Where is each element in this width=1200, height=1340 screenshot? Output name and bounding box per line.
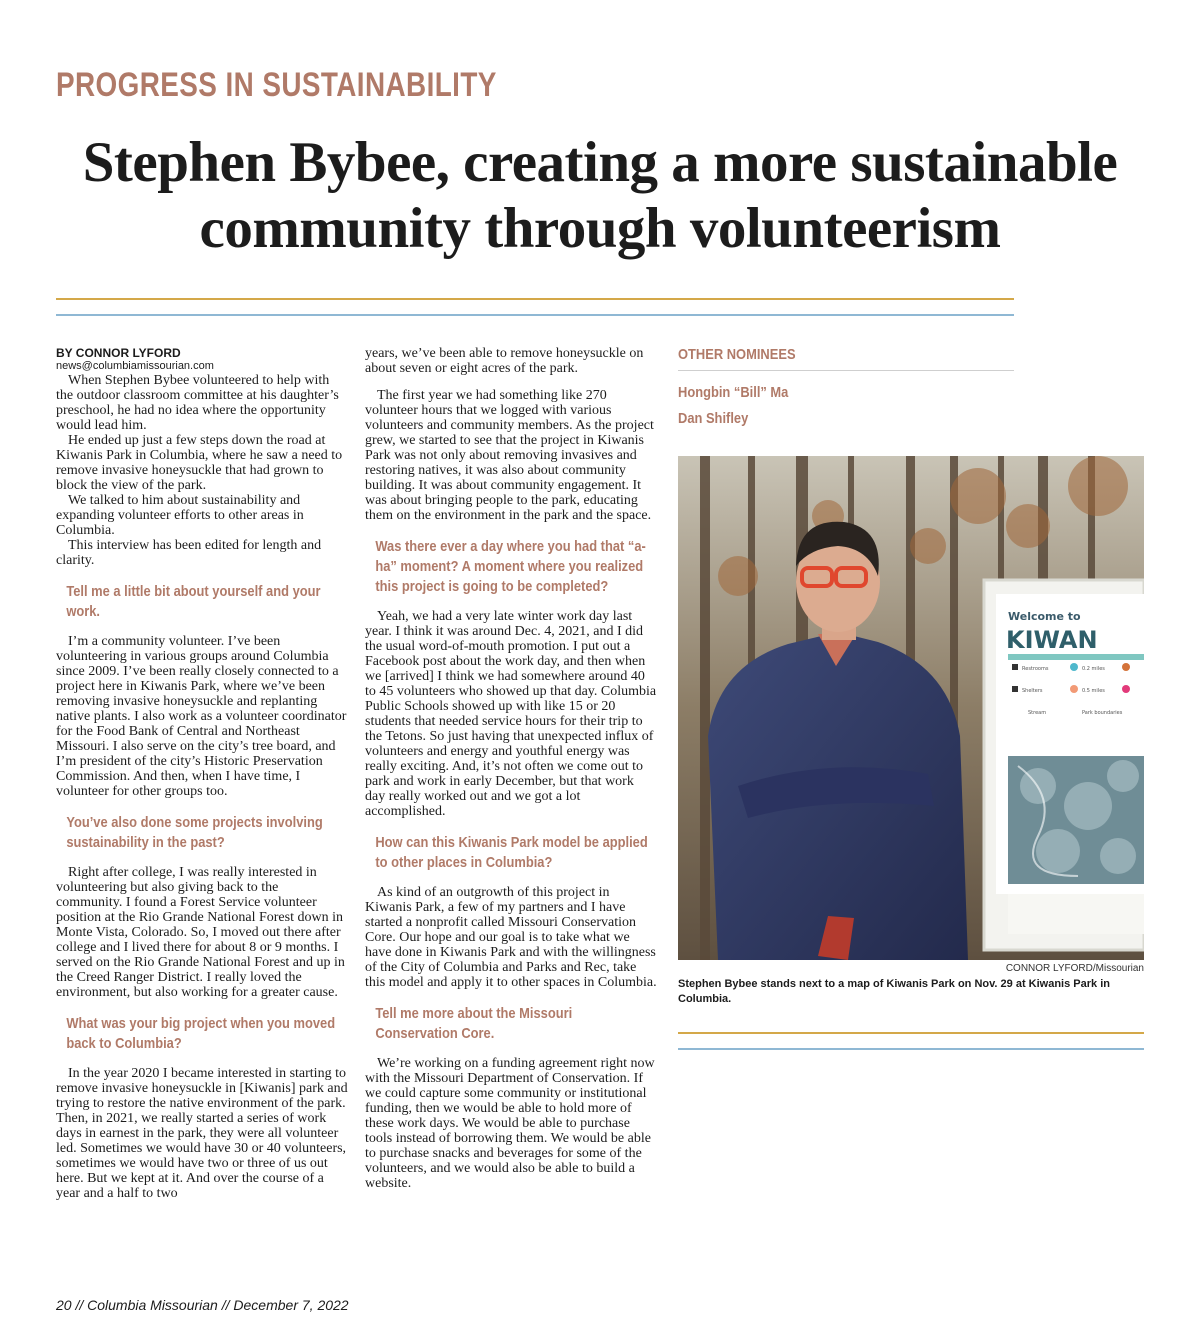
paragraph: This interview has been edited for length and clarity.: [56, 538, 322, 568]
sidebar-rule: [678, 370, 1014, 371]
question-text: Tell me a little bit about yourself and your work.: [66, 583, 321, 620]
headline-line-2: community through volunteerism: [199, 197, 1001, 260]
legend-label: 0.5 miles: [1082, 688, 1105, 694]
page-footer: 20 // Columbia Missourian // December 7, 2022: [56, 1297, 349, 1313]
author-email[interactable]: news@columbiamissourian.com: [56, 360, 214, 372]
question-heading: [56, 1014, 347, 1054]
legend-label: Park boundaries: [1082, 710, 1123, 716]
question-heading: [365, 1004, 656, 1044]
divider-gold: [56, 298, 1014, 300]
article-column-1: [56, 346, 348, 1201]
paragraph: Yeah, we had a very late winter work day last year. I think it was around Dec. 4, 2021, and I did the usual word-of-mouth promotion. I put out a Facebook post about the work day, and then when we [arrived] I think we had somewhere around 40 to 45 volunteers who showed up that day. Columbia Public Schools showed up with like 15 or 20 students that needed service hours for their trip to the Tetons. So just having that unexpected influx of volunteers and energy and youthful energy was really exciting. And, it’s not often we come out to park and work in early December, but that work day really worked out and we got a lot accomplished.: [365, 609, 657, 819]
sign-title: Welcome to: [1008, 610, 1081, 623]
question-text: What was your big project when you moved back to Columbia?: [66, 1015, 336, 1052]
legend-label: Stream: [1028, 710, 1047, 716]
paragraph: When Stephen Bybee volunteered to help with the outdoor classroom committee at his daughter’s preschool, he had no idea where the opportunity would lead him.: [56, 373, 339, 433]
paragraph: years, we’ve been able to remove honeysuckle on about seven or eight acres of the park.: [365, 346, 644, 376]
question-text: You’ve also done some projects involving sustainability in the past?: [66, 814, 323, 851]
paragraph: We’re working on a funding agreement right now with the Missouri Department of Conservation. If we could capture some community or institutional funding, then we would be able to hold more of these work days. We would be able to purchase tools instead of borrowing them. We would be able to purchase snacks and beverages for some of the volunteers, and we would also be able to build a website.: [365, 1056, 655, 1191]
question-text: Tell me more about the Missouri Conservation Core.: [375, 1005, 573, 1042]
paragraph: As kind of an outgrowth of this project in Kiwanis Park, a few of my partners and I have started a nonprofit called Missouri Conservation Core. Our hope and our goal is to take what we have done in Kiwanis Park and with the willingness of the City of Columbia and Parks and Rec, take this model and apply it to other spaces in Columbia.: [365, 885, 657, 990]
nominee-name: Hongbin “Bill” Ma: [678, 384, 789, 401]
paragraph: In the year 2020 I became interested in starting to remove invasive honeysuckle in [Kiwanis] park and trying to restore the native environment of the park. Then, in 2021, we really started a series of work days in earnest in the park, they were all volunteer led. Sometimes we would have 30 or 40 volunteers, sometimes we would have two or three of us out here. But we kept at it. And over the course of a year and a half to two: [56, 1066, 348, 1201]
headline: [40, 130, 1160, 262]
article-photo: [678, 456, 1144, 960]
paragraph: The first year we had something like 270 volunteer hours that we logged with various volunteers and community members. As the project grew, we started to see that the project in Kiwanis Park was not only about removing invasives and restoring natives, it was also about community building. It was about community engagement. It was about bringing people to the park, educating them on the environment in the park and the space.: [365, 388, 654, 523]
question-heading: [56, 813, 347, 853]
byline: BY CONNOR LYFORD: [56, 346, 181, 360]
other-nominees-heading: OTHER NOMINEES: [678, 346, 796, 363]
legend-label: 0.2 miles: [1082, 666, 1105, 672]
question-heading: [365, 537, 656, 597]
paragraph: He ended up just a few steps down the road at Kiwanis Park in Columbia, where he saw a need to remove invasive honeysuckle that had grown to block the view of the park.: [56, 433, 343, 493]
article-column-2: [365, 346, 657, 1191]
photo-credit: CONNOR LYFORD/Missourian: [1005, 963, 1144, 974]
photo-illustration: [678, 456, 1144, 960]
sign-name: KIWAN: [1006, 626, 1098, 654]
question-text: Was there ever a day where you had that “a-ha” moment? A moment where you realized this project is going to be completed?: [375, 538, 646, 595]
question-text: How can this Kiwanis Park model be applied to other places in Columbia?: [375, 834, 648, 871]
sidebar-divider-gold: [678, 1032, 1144, 1034]
legend-label: Restrooms: [1022, 666, 1049, 672]
paragraph: Right after college, I was really interested in volunteering but also giving back to the community. I found a Forest Service volunteer position at the Rio Grande National Forest down in Monte Vista, Colorado. So, I moved out there after college and I lived there for about 8 or 9 months. I served on the Rio Grande National Forest and up in the Creed Ranger District. I really loved the environment, but also working for a greater cause.: [56, 865, 345, 1000]
divider-blue: [56, 314, 1014, 316]
legend-label: Shelters: [1022, 688, 1043, 694]
sidebar-divider-blue: [678, 1048, 1144, 1050]
nominee-name: Dan Shifley: [678, 410, 749, 427]
headline-line-1: Stephen Bybee, creating a more sustainable: [82, 131, 1118, 194]
paragraph: We talked to him about sustainability and expanding volunteer efforts to other areas in Columbia.: [56, 493, 304, 538]
paragraph: I’m a community volunteer. I’ve been volunteering in various groups around Columbia since 2009. I’ve been really closely connected to a project here in Kiwanis Park, where we’ve been removing invasive honeysuckle and replanting native plants. I also work as a volunteer coordinator for the Food Bank of Central and Northeast Missouri. I also serve on the city’s tree board, and I’m president of the city’s Historic Preservation Commission. And then, when I have time, I volunteer for other groups too.: [56, 634, 347, 799]
question-heading: [365, 833, 656, 873]
question-heading: [56, 582, 347, 622]
section-kicker: PROGRESS IN SUSTAINABILITY: [56, 66, 497, 104]
photo-caption: Stephen Bybee stands next to a map of Kiwanis Park on Nov. 29 at Kiwanis Park in Columbia.: [678, 978, 1110, 1005]
